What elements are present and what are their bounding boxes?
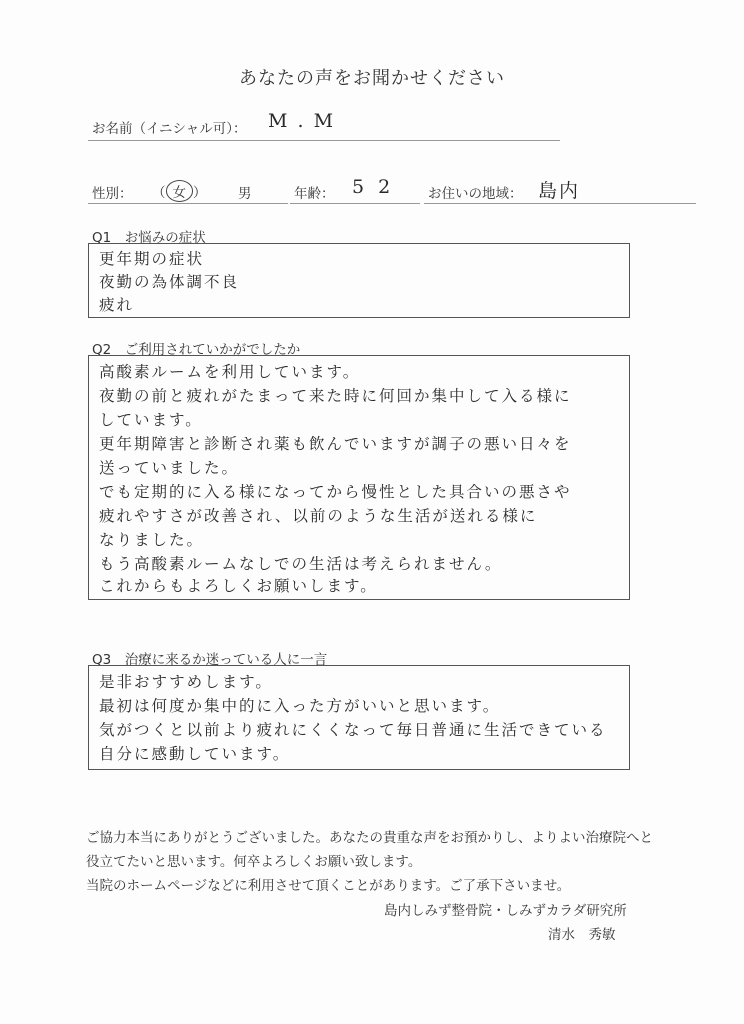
q3-answer-line: 自分に感動しています。 [99,745,291,763]
q2-answer-line: しています。 [99,411,203,429]
clinic-name: 島内しみず整骨院・しみずカラダ研究所 [384,903,627,919]
q2-answer-line: なりました。 [99,531,205,549]
q2-answer-line: 疲れやすさが改善され、以前のような生活が送れる様に [99,507,538,525]
area-value: 島内 [538,180,581,202]
q3-answer-line: 気がつくと以前より疲れにくくなって毎日普通に生活できている [99,721,607,739]
q1-answer-line: 疲れ [99,296,135,314]
q3-answer-line: 最初は何度か集中的に入った方がいいと思います。 [99,697,501,715]
age-label: 年齢： [294,186,335,202]
q2-heading: Q2 ご利用されていかがでしたか [92,342,301,358]
gender-male-option: 男 [238,186,252,202]
q2-answer-line: 送っていました。 [99,459,240,477]
q1-answer-line: 夜勤の為体調不良 [99,273,240,291]
q3-heading: Q3 治療に来るか迷っている人に一言 [92,652,328,668]
q1-heading: Q1 お悩みの症状 [92,230,206,246]
name-label: お名前（イニシャル可）： [92,121,247,137]
area-underline [424,203,696,204]
footer-thanks-line: 役立てたいと思います。何卒よろしくお願い致します。 [86,854,422,870]
q1-answer-line: 更年期の症状 [99,250,205,268]
q2-answer-line: 高酸素ルームを利用しています。 [99,363,361,381]
gender-female-option: （ 女 ） [152,180,207,202]
q3-answer-line: 是非おすすめします。 [99,673,273,691]
form-title: あなたの声をお聞かせください [239,68,505,89]
gender-label: 性別： [92,186,133,202]
name-underline [88,140,560,141]
age-underline [290,203,420,204]
gender-underline [88,203,288,204]
q2-answer-line: もう高酸素ルームなしでの生活は考えられません。 [99,555,503,573]
area-label: お住いの地域： [428,186,523,202]
q2-answer-line: でも定期的に入る様になってから慢性とした具合いの悪さや [99,483,572,501]
q3-answer-box [88,665,630,770]
gender-female-circled: 女 [166,180,194,202]
director-name: 清水 秀敏 [548,927,616,943]
q2-answer-line: これからもよろしくお願いします。 [99,577,378,595]
name-value: M . M [268,110,336,132]
q2-answer-line: 夜勤の前と疲れがたまって来た時に何回か集中して入る様に [99,387,572,405]
q1-answer-box [88,243,630,318]
q2-answer-box [88,355,630,600]
q2-answer-line: 更年期障害と診断され薬も飲んでいますが調子の悪い日々を [99,435,572,453]
footer-notice-line: 当院のホームページなどに利用させて頂くことがあります。ご了承下さいませ。 [86,878,571,894]
age-value: 5 2 [352,176,395,198]
footer-thanks-line: ご協力本当にありがとうございました。あなたの貴重な声をお預かりし、よりよい治療院へと [86,830,653,846]
